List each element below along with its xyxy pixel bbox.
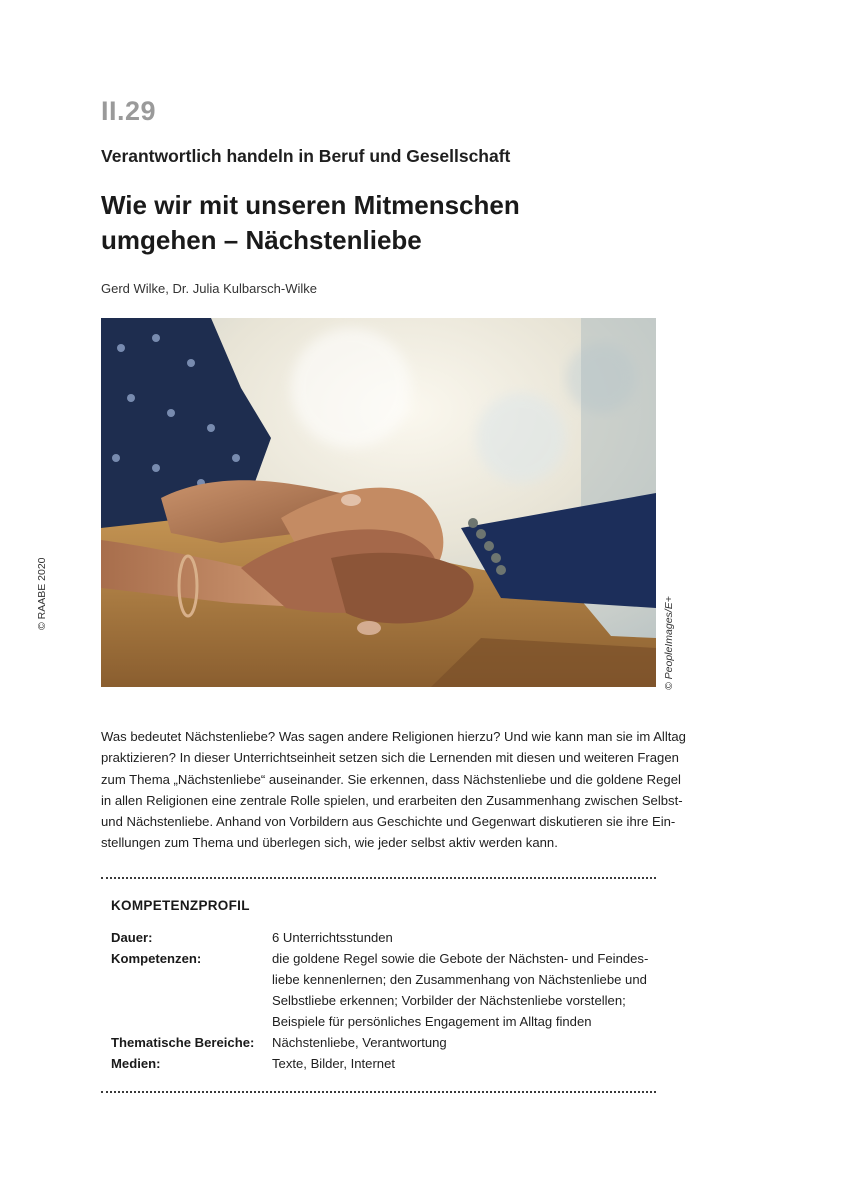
competencies-line: Selbstliebe erkennen; Vorbilder der Nächstenliebe vorstellen; — [272, 993, 626, 1008]
intro-line: praktizieren? In dieser Unterrichtseinheit setzen sich die Lernenden mit diesen und weiteren Fragen — [101, 750, 679, 766]
profile-heading: KOMPETENZPROFIL — [111, 898, 250, 913]
dotted-divider-top — [101, 877, 656, 879]
duration-label: Dauer: — [111, 930, 153, 945]
unit-number: II.29 — [101, 96, 157, 126]
competencies-line: Beispiele für persönliches Engagement im Alltag finden — [272, 1014, 592, 1029]
competencies-line: liebe kennenlernen; den Zusammenhang von Nächstenliebe und — [272, 972, 647, 987]
title-line-1: Wie wir mit unseren Mitmenschen — [101, 190, 520, 220]
competencies-value — [272, 948, 648, 1032]
media-line: Texte, Bilder, Internet — [272, 1056, 396, 1071]
page-title — [101, 188, 661, 258]
competencies-line: die goldene Regel sowie die Gebote der Nächsten- und Feindes- — [272, 951, 649, 966]
dotted-divider-bottom — [101, 1091, 656, 1093]
media-value — [272, 1053, 395, 1074]
duration-line: 6 Unterrichtsstunden — [272, 930, 393, 945]
intro-line: und Nächstenliebe. Anhand von Vorbildern aus Geschichte und Gegenwart diskutieren sie ihre Ein- — [101, 814, 676, 830]
copyright-notice: © RAABE 2020 — [36, 557, 48, 630]
media-label: Medien: — [111, 1056, 161, 1071]
title-line-2: umgehen – Nächstenliebe — [101, 225, 422, 255]
photo-credit: © PeopleImages/E+ — [663, 596, 675, 690]
intro-line: Was bedeutet Nächstenliebe? Was sagen andere Religionen hierzu? Und wie kann man sie im Alltag — [101, 729, 686, 744]
authors: Gerd Wilke, Dr. Julia Kulbarsch-Wilke — [101, 281, 317, 296]
topics-line: Nächstenliebe, Verantwortung — [272, 1035, 447, 1050]
competencies-label: Kompetenzen: — [111, 951, 202, 966]
intro-line: in allen Religionen eine zentrale Rolle spielen, und erarbeiten den Zusammenhang zwischen Selbst- — [101, 792, 683, 808]
topics-label: Thematische Bereiche: — [111, 1035, 255, 1050]
cover-photo — [101, 318, 656, 687]
intro-paragraph — [101, 726, 686, 854]
duration-value — [272, 927, 393, 948]
hands-photo-illustration — [101, 318, 656, 687]
topics-value — [272, 1032, 447, 1053]
unit-subtitle: Verantwortlich handeln in Beruf und Gesellschaft — [101, 146, 511, 166]
intro-line: stellungen zum Thema und überlegen sich, wie jeder selbst aktiv werden kann. — [101, 835, 558, 851]
intro-line: zum Thema „Nächstenliebe“ auseinander. Sie erkennen, dass Nächstenliebe und die goldene Regel — [101, 771, 681, 787]
